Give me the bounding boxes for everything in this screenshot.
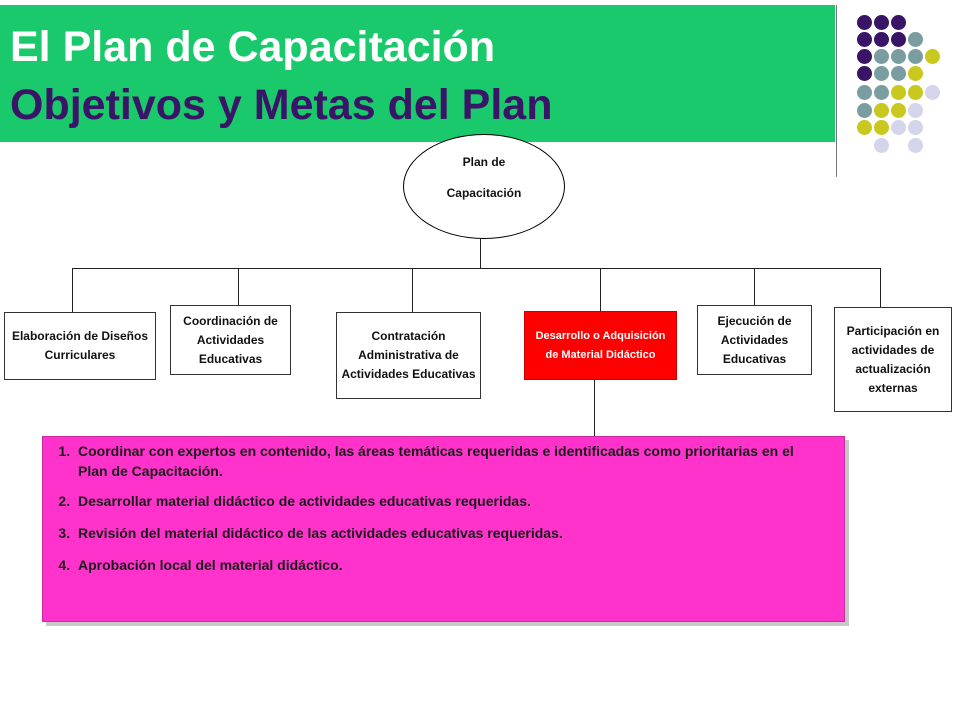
box-coordinacion: Coordinación de Actividades Educativas [170,305,291,375]
decor-dot [908,32,923,47]
objectives-connector [594,380,595,436]
decor-dot [874,120,889,135]
decor-dot [891,103,906,118]
decor-dot [874,66,889,81]
branch-connector [754,268,755,305]
decor-dot [857,85,872,100]
objective-item: 3. Revisión del material didáctico de las actividades educativas requeridas. [74,523,824,543]
decor-dot [874,49,889,64]
decor-dot [908,103,923,118]
branch-connector [600,268,601,311]
page-subtitle: Objetivos y Metas del Plan [10,81,553,129]
decor-dot [874,32,889,47]
decor-dot [891,85,906,100]
decor-dot [874,138,889,153]
decor-dot [874,103,889,118]
box-contratacion: Contratación Administrativa de Actividades Educativas [336,312,481,399]
decor-dot [857,49,872,64]
decor-dot [874,85,889,100]
decor-dot [857,120,872,135]
branch-connector [412,268,413,313]
decor-dot [925,85,940,100]
decor-dot [891,120,906,135]
branch-connector [880,268,881,307]
decor-dot [857,32,872,47]
objectives-list [43,437,844,575]
decor-dot [908,49,923,64]
objective-item: 1. Coordinar con expertos en contenido, las áreas temáticas requeridas e identificadas como prioritarias en el Plan de Capacitación. [74,441,824,481]
objectives-panel [42,436,845,622]
horizontal-connector [72,268,881,269]
branch-connector [72,268,73,313]
title-banner [0,5,835,142]
objective-item: 2. Desarrollar material didáctico de actividades educativas requeridas. [74,491,824,511]
decor-dot [891,15,906,30]
box-ejecucion: Ejecución de Actividades Educativas [697,305,812,375]
page-title: El Plan de Capacitación [10,23,496,71]
decor-dot [891,49,906,64]
decor-dot [908,85,923,100]
decor-dot [891,66,906,81]
decor-dot [925,49,940,64]
box-desarrollo: Desarrollo o Adquisición de Material Didáctico [524,311,677,380]
decor-dot [857,15,872,30]
box-participacion: Participación en actividades de actualización externas [834,307,952,412]
decor-dot [908,138,923,153]
decor-dot [857,103,872,118]
decor-dot [891,32,906,47]
root-label-line2: Capacitación [446,186,522,200]
box-elaboracion: Elaboración de Diseños Curriculares [4,312,156,380]
root-node [403,134,565,239]
branch-connector [238,268,239,305]
root-label-line1: Plan de [462,155,506,169]
decor-dot [857,66,872,81]
decor-dot [908,66,923,81]
root-connector [480,239,481,269]
header-divider [836,5,837,177]
objective-item: 4. Aprobación local del material didáctico. [74,555,824,575]
decor-dot [908,120,923,135]
decor-dot [874,15,889,30]
